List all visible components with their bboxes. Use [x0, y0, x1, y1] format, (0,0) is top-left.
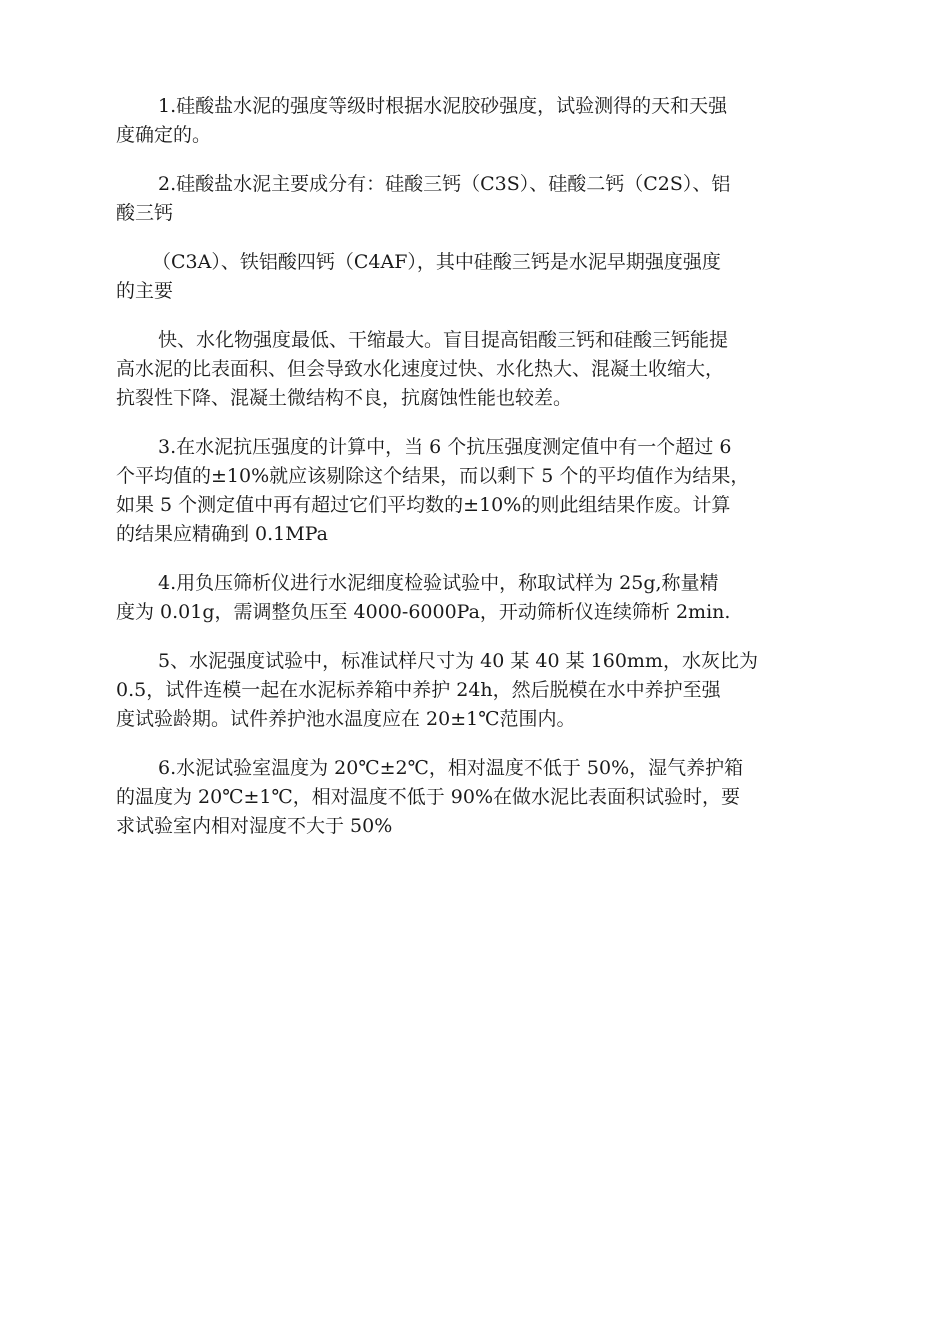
paragraph-line: 的结果应精确到 0.1MPa: [116, 523, 328, 545]
paragraph-2: [116, 170, 846, 228]
paragraph-line: 高水泥的比表面积、但会导致水化速度过快、水化热大、混凝土收缩大，: [116, 358, 725, 380]
paragraph-line: 5、水泥强度试验中，标准试样尺寸为 40 某 40 某 160mm，水灰比为: [158, 650, 758, 672]
paragraph-1: [116, 92, 846, 150]
document-body: [116, 92, 846, 861]
paragraph-line: 2.硅酸盐水泥主要成分有：硅酸三钙（C3S）、硅酸二钙（C2S）、铝: [158, 173, 731, 195]
paragraph-line: 0.5，试件连模一起在水泥标养箱中养护 24h，然后脱模在水中养护至强: [116, 679, 721, 701]
paragraph-3: [116, 248, 846, 306]
paragraph-7: [116, 647, 846, 734]
paragraph-line: 6.水泥试验室温度为 20℃±2℃，相对温度不低于 50%，湿气养护箱: [158, 757, 744, 779]
paragraph-8: [116, 754, 846, 841]
paragraph-4: [116, 326, 846, 413]
paragraph-line: 的主要: [116, 280, 174, 302]
paragraph-line: 如果 5 个测定值中再有超过它们平均数的±10%的则此组结果作废。计算: [116, 494, 731, 516]
paragraph-5: [116, 433, 846, 549]
paragraph-line: 1.硅酸盐水泥的强度等级时根据水泥胶砂强度，试验测得的天和天强: [158, 95, 728, 117]
paragraph-line: 个平均值的±10%就应该剔除这个结果，而以剩下 5 个的平均值作为结果，: [116, 465, 750, 487]
paragraph-line: 度为 0.01g，需调整负压至 4000-6000Pa，开动筛析仪连续筛析 2min.: [116, 601, 731, 623]
paragraph-line: 的温度为 20℃±1℃，相对温度不低于 90%在做水泥比表面积试验时，要: [116, 786, 741, 808]
paragraph-line: 求试验室内相对湿度不大于 50%: [116, 815, 393, 837]
paragraph-line: 快、水化物强度最低、干缩最大。盲目提高铝酸三钙和硅酸三钙能提: [158, 329, 729, 351]
paragraph-line: 3.在水泥抗压强度的计算中，当 6 个抗压强度测定值中有一个超过 6: [158, 436, 732, 458]
paragraph-line: 度试验龄期。试件养护池水温度应在 20±1℃范围内。: [116, 708, 576, 730]
paragraph-line: 4.用负压筛析仪进行水泥细度检验试验中，称取试样为 25g,称量精: [158, 572, 719, 594]
paragraph-line: （C3A）、铁铝酸四钙（C4AF），其中硅酸三钙是水泥早期强度强度: [152, 251, 721, 273]
paragraph-line: 度确定的。: [116, 124, 212, 146]
paragraph-6: [116, 569, 846, 627]
paragraph-line: 酸三钙: [116, 202, 174, 224]
paragraph-line: 抗裂性下降、混凝土微结构不良，抗腐蚀性能也较差。: [116, 387, 573, 409]
